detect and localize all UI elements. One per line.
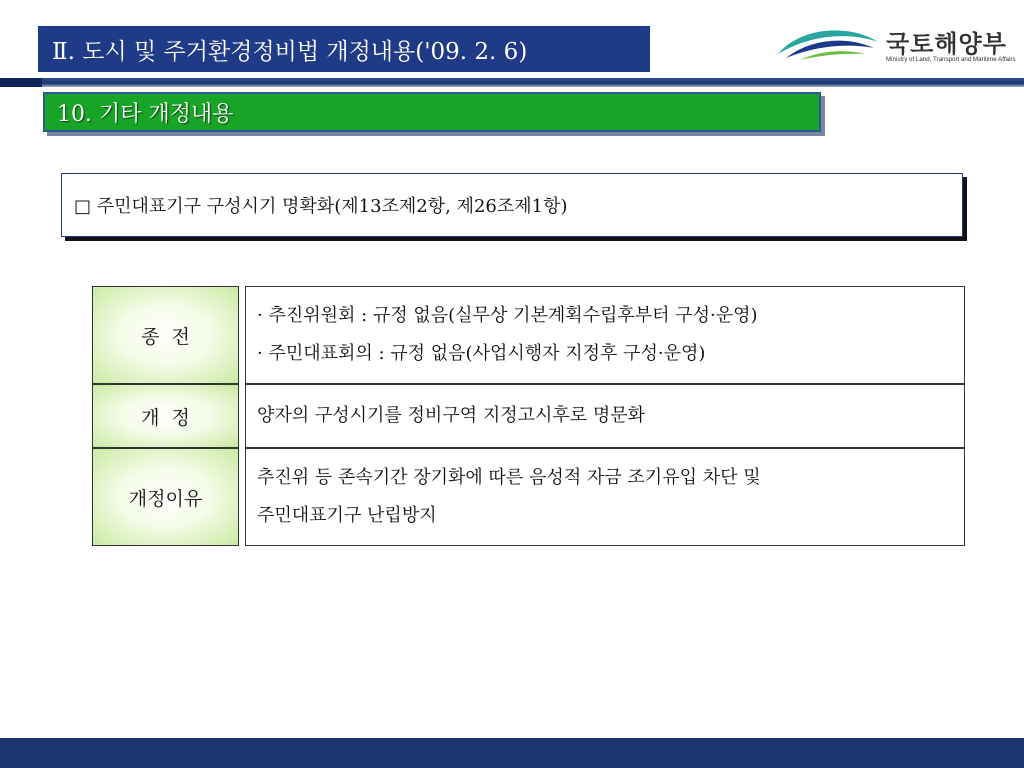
ministry-logo bbox=[776, 22, 1016, 70]
ministry-english-name: Ministry of Land, Transport and Maritime Affairs bbox=[886, 56, 1016, 63]
header-divider-band bbox=[0, 78, 1024, 87]
ministry-name: 국토해양부 bbox=[886, 30, 1007, 58]
row-content-line: · 주민대표회의 : 규정 없음(사업시행자 지정후 구성·운영) bbox=[257, 343, 706, 364]
footer-band bbox=[0, 738, 1024, 768]
page-title-text: Ⅱ. 도시 및 주거환경정비법 개정내용('09. 2. 6) bbox=[52, 38, 528, 65]
row-label-reason bbox=[92, 448, 239, 546]
table-row-before bbox=[92, 286, 965, 384]
table-row-revision bbox=[92, 384, 965, 448]
table-row-reason bbox=[92, 448, 965, 546]
row-content-before bbox=[245, 286, 965, 384]
row-label-revision bbox=[92, 384, 239, 448]
section-title: 10. 기타 개정내용 bbox=[57, 101, 234, 127]
row-content-line: 양자의 구성시기를 정비구역 지정고시후로 명문화 bbox=[257, 405, 646, 426]
row-label-text: 개정이유 bbox=[128, 487, 203, 510]
row-label-before bbox=[92, 286, 239, 384]
page-title bbox=[38, 26, 650, 72]
row-content-line: 주민대표기구 난립방지 bbox=[257, 505, 437, 526]
ministry-emblem-icon bbox=[776, 24, 880, 64]
row-content-line: · 추진위원회 : 규정 없음(실무상 기본계획수립후부터 구성·운영) bbox=[257, 305, 758, 326]
header-divider-accent bbox=[0, 78, 42, 87]
row-content-line: 추진위 등 존속기간 장기화에 따른 음성적 자금 조기유입 차단 및 bbox=[257, 467, 761, 488]
row-label-text: 종 전 bbox=[141, 325, 190, 348]
row-content-revision bbox=[245, 384, 965, 448]
row-content-reason bbox=[245, 448, 965, 546]
section-header bbox=[43, 92, 821, 132]
item-heading-text: □ 주민대표기구 구성시기 명확화(제13조제2항, 제26조제1항) bbox=[74, 196, 568, 217]
item-heading-box bbox=[61, 173, 963, 237]
row-label-text: 개 정 bbox=[141, 406, 190, 429]
